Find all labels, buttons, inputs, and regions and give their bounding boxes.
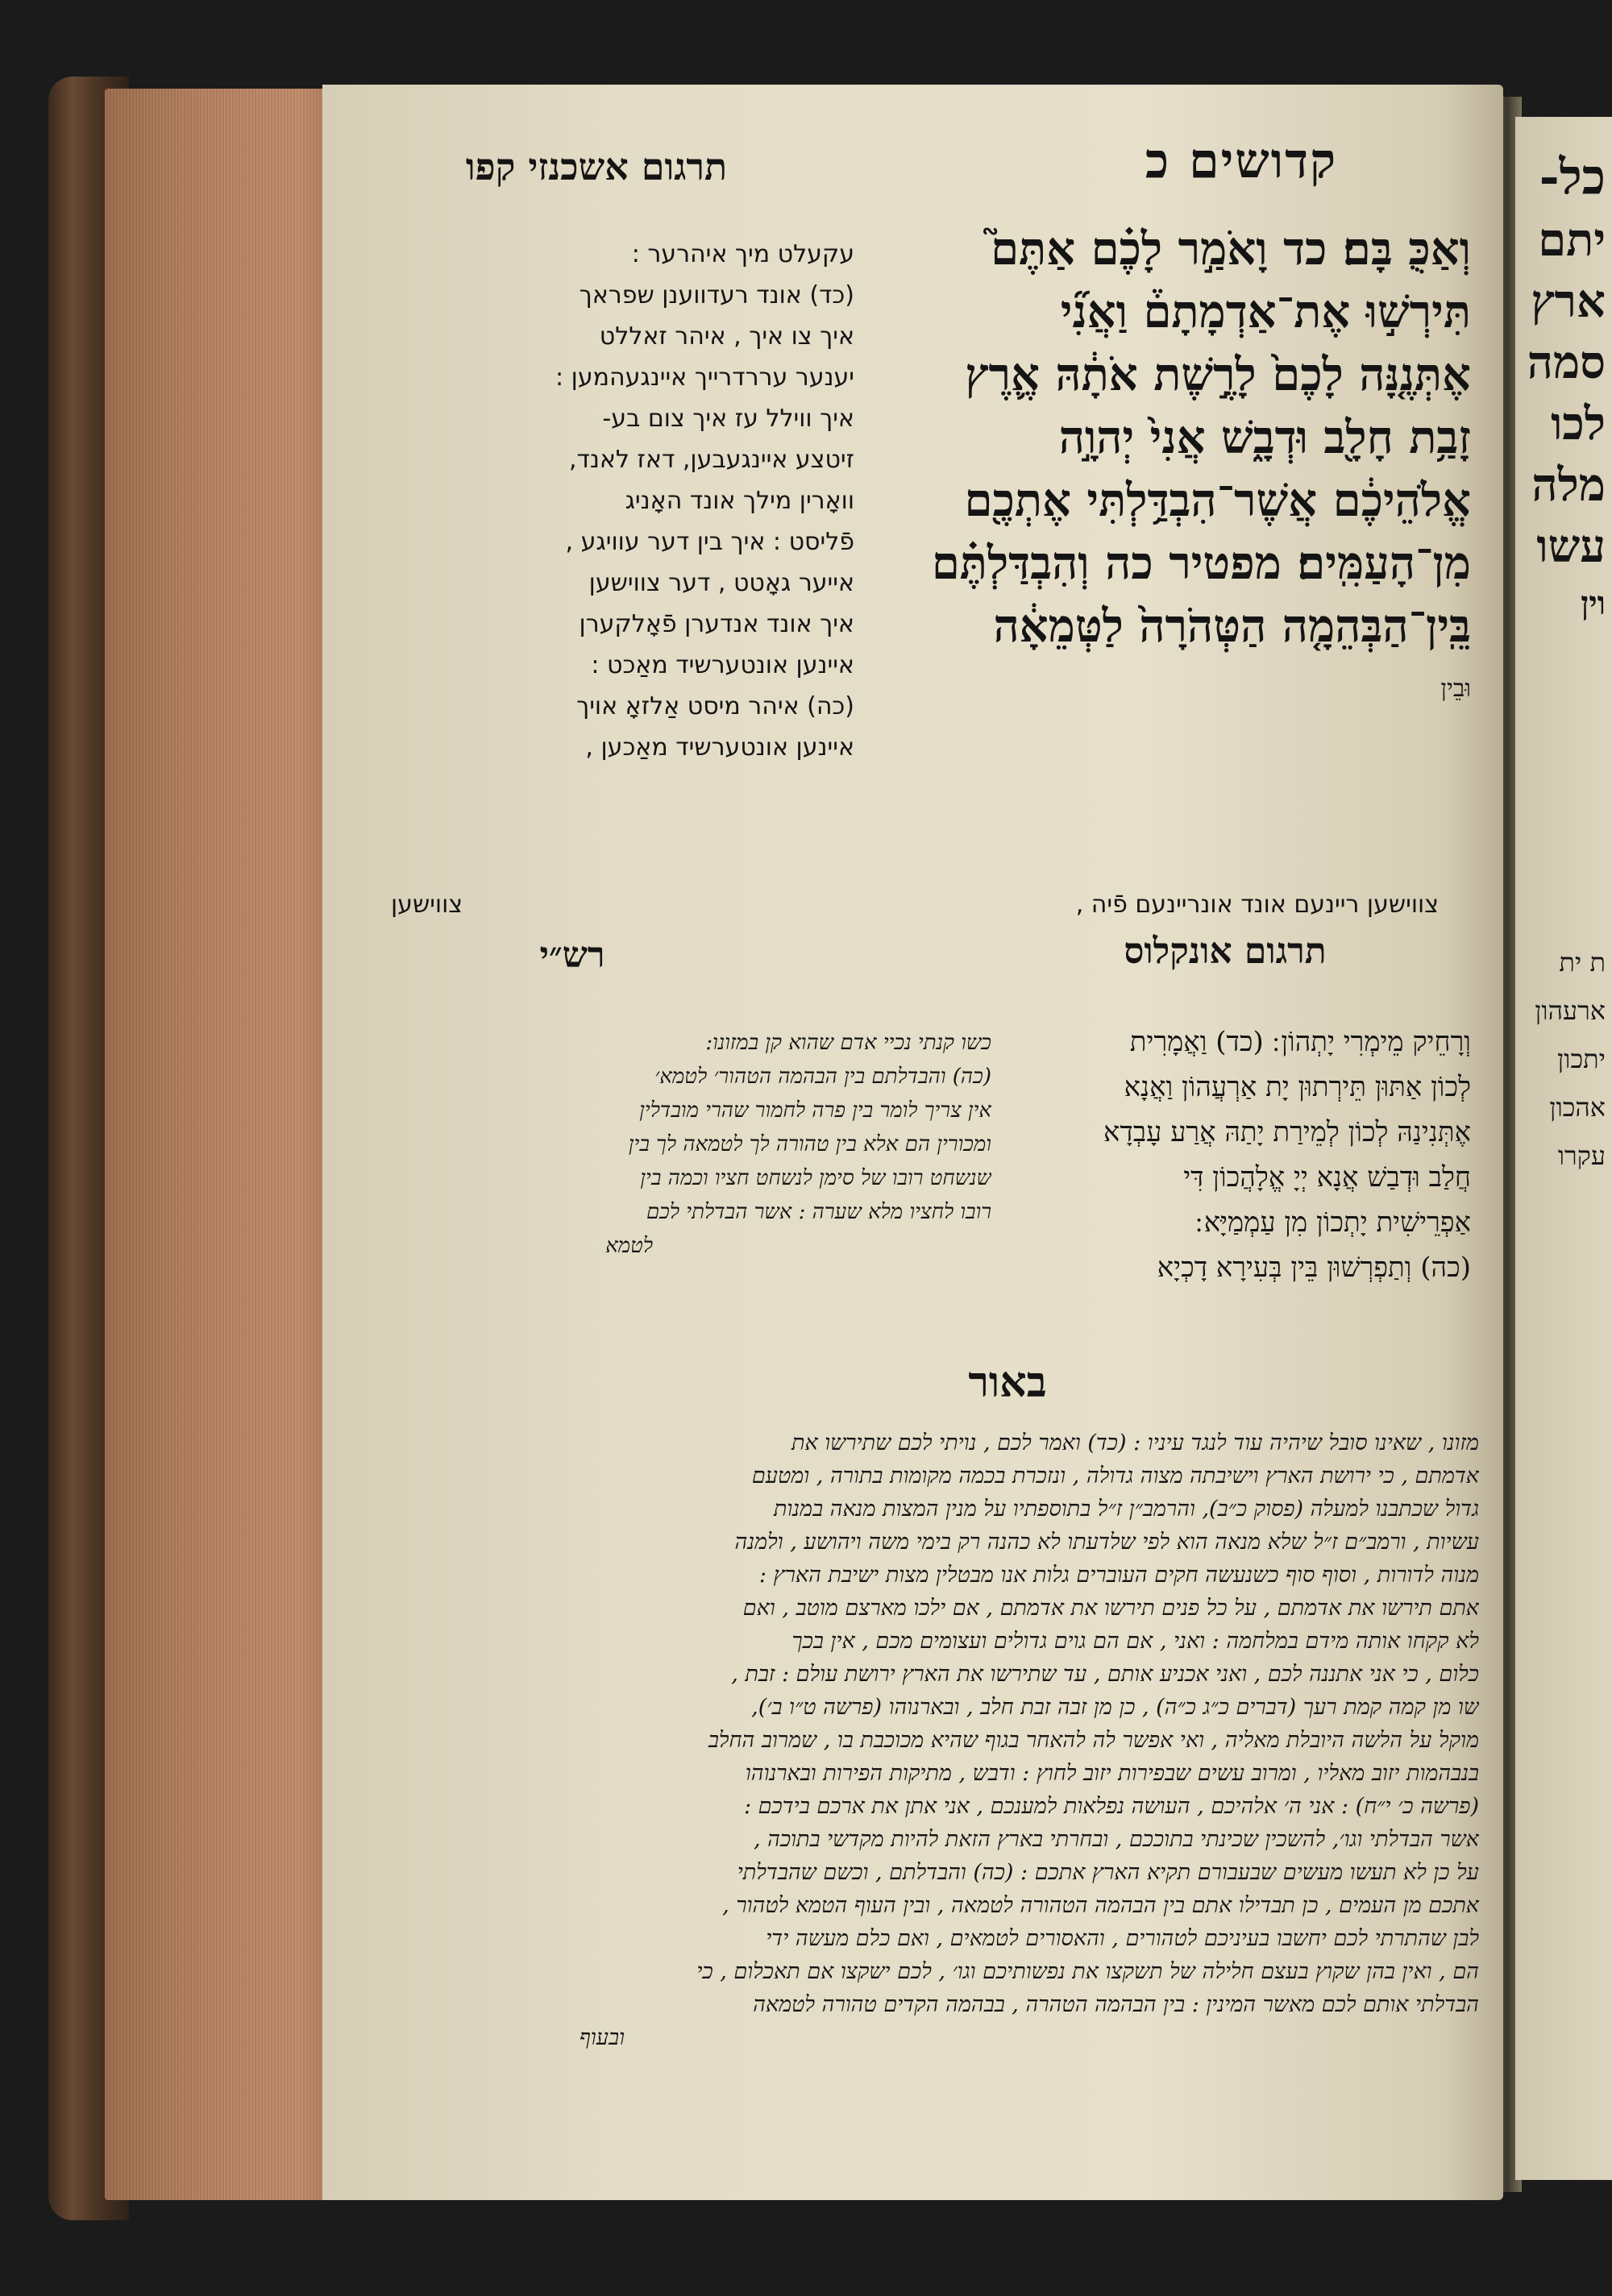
verse-line: תִּירְשׁ֣וּ אֶת־אַדְמָתָם֒ וַאֲנִ֞י [1060, 285, 1471, 338]
facing-fragment: ת ית [1559, 947, 1606, 978]
biur-line: מוקל על הלשה היובלת מאליה , ואי אפשר לה להאחר בגוף שהיא מכוכבת בו , שמרוב החלב [708, 1728, 1479, 1753]
biur-line: לבן שהתרתי לכם יחשבו בעיניכם לטהורים , והאסורים לטמאים , ואם כלם מעשה ידי [766, 1926, 1479, 1951]
onkelos-line: לְכוֹן אַתּוּן תֵּירְתוּן יָת אַרְעֲהוֹן וַאֲנָא [1124, 1071, 1471, 1103]
biur-heading: באור [968, 1358, 1047, 1407]
yiddish-line: איך ווילל עז איך צום בע- [602, 405, 854, 433]
biur-line: שו מן קמה קמת רעך (דברים כ״ג כ״ה) , כן מן זבה זבת חלב , ובארנוהו (פרשה ט״ו ב׳), [751, 1695, 1479, 1720]
facing-fragment: עשו [1536, 520, 1606, 573]
facing-fragment: וין [1581, 584, 1606, 622]
onkelos-line: אֶתְּנִינַהּ לְכוֹן לְמֵירַת יָתַהּ אֲרַע עָבְדָא [1103, 1116, 1471, 1148]
book-page [322, 85, 1503, 2200]
onkelos-line: אַפְרֵישִׁית יָתְכוֹן מִן עַמְמַיָּא ׃ [1194, 1206, 1471, 1239]
verse-catchword: וּבֵין [1440, 675, 1471, 703]
yiddish-line: איינען אונטערשיד מאַכט : [591, 651, 854, 679]
running-title: קדושים כ [1145, 133, 1338, 189]
yiddish-catchword: צווישען [391, 891, 463, 919]
facing-fragment: מלה [1531, 459, 1606, 512]
rashi-heading: רש״י [539, 935, 605, 976]
onkelos-line: חֲלַב וּדְבַשׁ אֲנָא יְיָ אֱלָהֲכוֹן דִּי [1183, 1161, 1471, 1194]
biur-commentary [500, 1426, 1479, 2054]
yiddish-line: וואָרין מילך אונד האָניג [625, 487, 854, 515]
biur-line: לא קקחו אותה מידם במלחמה : ואני , אם הם גוים גדולים ועצומים מכם , אין בכך [791, 1629, 1479, 1654]
biur-line: גדול שכתבנו למעלה (פסוק כ״ב), והרמב״ן ז״ל בתוספתיו על מנין המצות מנאה במנות [773, 1497, 1479, 1522]
yiddish-line: (כה) איהר מיסט אַלזאָ אויך [576, 692, 854, 720]
biur-line: אדמתם , כי ירושת הארץ וישיבתה מצוה גדולה , ונזכרת בכמה מקומות בתורה , ומטעם [751, 1464, 1479, 1488]
running-title-targum: תרגום אשכנזי קפו [465, 145, 728, 189]
verse-line: בֵּֽין־הַבְּהֵמָ֤ה הַטְּהֹרָה֙ לַטְּמֵאָ֔ה [993, 600, 1471, 653]
facing-fragment: סמה [1527, 336, 1606, 389]
torah-verse-block [879, 218, 1471, 720]
facing-fragment: ארעהון [1535, 995, 1606, 1026]
biur-line: אשר הבדלתי וגו׳, להשכין שכינתי בתוככם , ובחרתי בארץ הזאת להיות מקדשי בתוכה , [753, 1827, 1479, 1852]
yiddish-line: זיטצע איינגעבען, דאז לאנד, [568, 446, 854, 474]
facing-fragment: עקרו [1557, 1140, 1606, 1171]
yiddish-line: (כד) אונד רעדווענן שפראך [579, 281, 854, 309]
facing-fragment: אהכון [1549, 1092, 1606, 1123]
verse-line: אֶתְּנֶ֤נָּה לָכֶם֙ לָרֶ֣שֶׁת אֹתָ֔הּ אֶ֛רֶץ [965, 348, 1471, 401]
biur-line: מנוה לדורות , וסוף סוף כשנעשה חקים העוברים גלות אנו מבטלין מצות ישיבת הארץ : [758, 1563, 1479, 1588]
rashi-catchword: לטמא [605, 1234, 653, 1258]
yiddish-line: יענער עררדרייך איינגעהמען : [555, 363, 854, 392]
biur-line: על כן לא תעשו מעשים שבעבורם תקיא הארץ אתכם : (כה) והבדלתם , וכשם שהבדלתי [737, 1860, 1479, 1885]
biur-line: אתם תירשו את אדמתם , על כל פנים תירשו את אדמתם , אם ילכו מארצם מוטב , ואם [742, 1596, 1479, 1621]
biur-line: (פרשה כ׳ י״ח) : אני ה׳ אלהיכם , העושה נפלאות למענכם , אני אתן את ארכם בידכם : [743, 1794, 1479, 1819]
facing-fragment: יתם [1538, 214, 1606, 267]
facing-fragment: ארץ [1531, 275, 1606, 328]
onkelos-line: (כה) וְתַפְרְשׁוּן בֵּין בְּעִירָא דָכְיָא [1157, 1252, 1471, 1284]
facing-page-fragment [1515, 117, 1612, 2180]
rashi-column [488, 1026, 991, 1263]
biur-line: מזונו , שאינו סובל שיהיה עוד לנגד עיניו : (כד) ואמר לכם , נויתי לכם שתירשו את [791, 1430, 1479, 1455]
rashi-line: (כה) והבדלתם בין הבהמה הטהור׳ לטמא׳ [654, 1065, 991, 1089]
biur-line: הם , ואין בהן שקוץ בעצם חלילה של תשקצו את נפשותיכם וגו׳ , לכם ישקצו אם תאכלום , כי [696, 1959, 1479, 1984]
facing-fragment: כל- [1539, 149, 1606, 206]
verse-line: מִן־הָעַמִּֽים׃ מפטיר כה וְהִבְדַּלְתֶּ֗ם [931, 537, 1471, 590]
verse-line: אֱלֹהֵיכֶ֔ם אֲשֶׁר־הִבְדַּ֥לְתִּי אֶתְכֶ֖ם [964, 474, 1471, 527]
yiddish-line: עקעלט מיך איהרער : [631, 240, 854, 268]
facing-fragment: לכו [1551, 397, 1606, 450]
yiddish-line: איך צו איך , איהר זאללט [599, 322, 854, 351]
rashi-line: שנשחט רובו של סימן לנשחט חציו וכמה בין [640, 1166, 991, 1190]
biur-line: בנבהמות יזוב מאליו , ומרוב עשים שבפירות יזוב לחוץ : ודבש , מתיקות הפירות ובארנוהו [745, 1761, 1479, 1786]
yiddish-line: אייער גאָטט , דער צווישען [588, 569, 854, 597]
onkelos-column [1020, 1019, 1471, 1290]
yiddish-translation-column [391, 234, 854, 768]
page-fore-edge [105, 89, 347, 2200]
facing-fragment: יתכון [1557, 1044, 1606, 1074]
verse-line: וְאַכֻּ בָּם׃ כד וָאֹמַ֣ר לָכֶ֗ם אַתֶּם֮ [991, 222, 1471, 276]
onkelos-line: וְרָחֵיק מֵימְרִי יָתְהוֹן ׃ (כד) וַאֲמָרִית [1129, 1026, 1471, 1058]
yiddish-line: איינען אונטערשיד מאַכען , [585, 733, 854, 762]
yiddish-line: איך אונד אנדערן פֿאָלקערן [579, 610, 854, 638]
onkelos-heading: תרגום אונקלוס [1124, 931, 1327, 972]
rashi-line: רובו לחציו מלא שערה : אשר הבדלתי לכם [646, 1200, 991, 1224]
biur-line: עשיות , ורמב״ם ז״ל שלא מנאה הוא לפי שלדעתו לא כהנה רק בימי משה ויהושע , ולמנה [734, 1530, 1479, 1555]
rashi-line: אין צריך לומר בין פרה לחמור שהרי מובדלין [639, 1098, 991, 1123]
biur-line: אתכם מן העמים , כן תבדילו אתם בין הבהמה הטהורה לטמאה , ובין העוף הטמא לטהור , [722, 1893, 1479, 1918]
yiddish-line: פֿליסט : איך בין דער עוויגע , [565, 528, 854, 556]
verse-line: זָבַ֥ת חָלָ֖ב וּדְבָ֑שׁ אֲנִי֙ יְהוָ֣ה [1058, 411, 1471, 464]
biur-line: כלום , כי אני אתננה לכם , ואני אכניע אותם , עד שתירשו את הארץ ירושת עולם : זבת , [731, 1662, 1479, 1687]
biur-line: הבדלתי אותם לכם מאשר המינין : בין הבהמה הטהרה , בבהמה הקדים טהורה לטמאה [753, 1992, 1479, 2017]
yiddish-continuation: צווישען ריינעם אונד אונריינעם פֿיה , [1075, 891, 1439, 919]
rashi-line: כשו קנתי נכיי אדם שהוא קן במזונו: [705, 1031, 991, 1055]
biur-catchword: ובעוף [579, 2025, 625, 2050]
yiddish-continuation-line [391, 891, 1471, 919]
rashi-line: ומכורין הם אלא בין טהורה לך לטמאה לך בין [628, 1132, 991, 1156]
